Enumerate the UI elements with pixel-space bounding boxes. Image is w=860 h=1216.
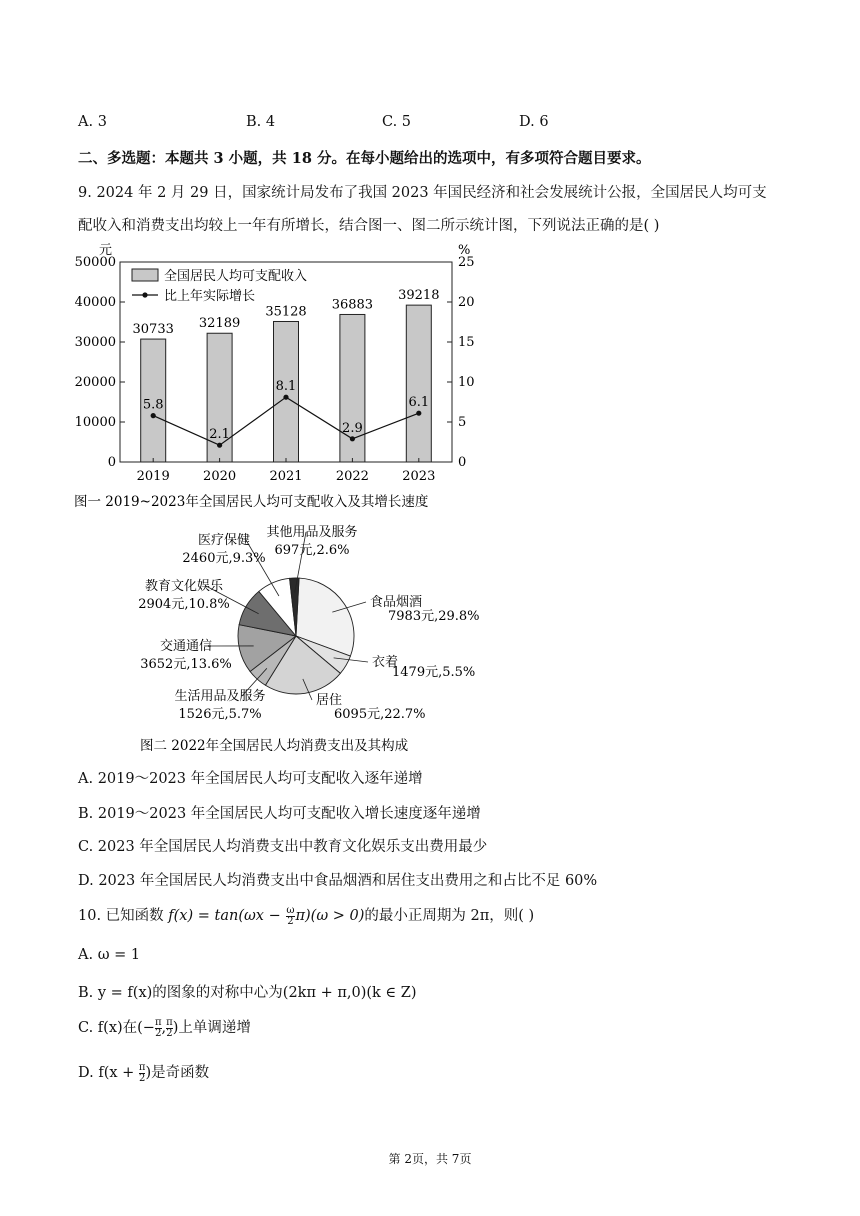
q10-stem-suffix: 的最小正周期为 2π，则( ) [364,908,535,924]
growth-value-label: 2.9 [342,420,363,436]
q10-option-c [78,1016,251,1039]
q10-d-frac-num: π [138,1061,146,1073]
figure-2-chart [130,520,480,760]
y-tick-label: 10000 [74,415,116,430]
legend-bar-swatch [132,269,158,281]
q10-c-frac-2-num: π [166,1016,173,1028]
growth-point [416,411,421,416]
pie-slice-value: 2904元,10.8% [138,597,230,612]
q10-d-suffix: )是奇函数 [145,1065,210,1081]
q10-c-frac-2 [166,1018,173,1039]
q10-option-d [78,1061,209,1084]
pie-slice-value: 1526元,5.7% [178,707,262,722]
pie-slice-name: 医疗保健 [197,533,251,548]
pie-slice-value: 7983元,29.8% [388,609,480,624]
bar [406,305,431,462]
growth-value-label: 6.1 [408,395,430,411]
growth-point [217,443,222,448]
q10-d-frac-den: 2 [139,1072,146,1084]
x-tick-label: 2023 [402,469,436,484]
q10-option-a: A. ω = 1 [78,947,141,963]
y-tick-label: 50000 [74,255,116,270]
q10-c-suffix: )上单调递增 [172,1020,251,1036]
q9-option-b: B. 2019～2023 年全国居民人均可支配收入增长速度逐年递增 [78,806,481,822]
q8-option-a: A. 3 [78,114,107,130]
q9-option-c: C. 2023 年全国居民人均消费支出中教育文化娱乐支出费用最少 [78,839,488,855]
y-right-tick-label: 5 [458,415,467,430]
pie-slice-name: 生活用品及服务 [174,689,266,704]
y-right-tick-label: 20 [458,295,475,310]
x-tick-label: 2022 [335,469,369,484]
q9-option-a: A. 2019～2023 年全国居民人均可支配收入逐年递增 [78,771,423,787]
pie-slice-value: 6095元,22.7% [334,707,426,722]
x-tick-label: 2021 [269,469,303,484]
bar-value-label: 30733 [132,322,174,338]
x-tick-label: 2020 [203,469,237,484]
figure-1-chart [70,236,490,514]
q10-c-frac-1 [155,1018,162,1039]
q10-stem-func: f(x) = tan(ωx − [168,908,286,924]
y-tick-label: 0 [107,455,116,470]
q9-stem-line1: 9. 2024 年 2 月 29 日，国家统计局发布了我国 2023 年国民经济和社会发展统计公报，全国居民人均可支 [78,185,767,201]
y-tick-label: 30000 [74,335,116,350]
q10-c-prefix: C. f(x)在(− [78,1020,155,1036]
x-tick-label: 2019 [136,469,170,484]
pie-slice-name: 教育文化娱乐 [144,579,224,594]
bar-value-label: 36883 [331,297,374,313]
legend-line-marker [142,292,147,297]
q10-option-b: B. y = f(x)的图象的对称中心为(2kπ + π,0)(k ∈ Z) [78,985,417,1001]
q10-stem-prefix: 10. 已知函数 [78,908,169,924]
growth-value-label: 8.1 [275,379,297,395]
pie-slice-name: 交通通信 [159,639,213,654]
q10-stem-fraction [286,906,294,927]
pie-slice-name: 其他用品及服务 [266,525,358,540]
q10-c-mid: , [161,1020,167,1036]
q9-option-d: D. 2023 年全国居民人均消费支出中食品烟酒和居住支出费用之和占比不足 60% [78,873,598,889]
y-axis-unit: 元 [98,243,112,258]
q10-frac-den: 2 [287,915,294,927]
y-right-tick-label: 10 [458,375,475,390]
q9-stem-line2: 配收入和消费支出均较上一年有所增长，结合图一、图二所示统计图，下列说法正确的是( ) [78,218,660,234]
pie-slice-name: 衣着 [372,655,399,670]
q10-frac-num: ω [286,904,295,916]
q8-option-d: D. 6 [519,114,549,130]
y-tick-label: 20000 [74,375,116,390]
figure-1-caption: 图一 2019~2023年全国居民人均可支配收入及其增长速度 [74,494,429,510]
bar-value-label: 35128 [265,304,307,320]
y-right-axis-unit: % [458,243,471,258]
pie-slice-value: 2460元,9.3% [182,551,266,566]
growth-point [151,413,156,418]
y-tick-label: 40000 [74,295,116,310]
growth-point [350,436,355,441]
page-footer: 第 2页，共 7页 [388,1152,472,1166]
pie-slice-value: 1479元,5.5% [392,665,476,680]
q10-c-frac-1-den: 2 [155,1027,162,1039]
pie-slice-value: 3652元,13.6% [140,657,232,672]
q10-c-frac-2-den: 2 [166,1027,173,1039]
q8-option-b: B. 4 [246,114,276,130]
q10-stem [78,904,534,927]
figure-2-caption: 图二 2022年全国居民人均消费支出及其构成 [140,738,409,754]
pie-slice-name: 居住 [316,693,343,708]
section-heading: 二、多选题：本题共 3 小题，共 18 分。在每小题给出的选项中，有多项符合题目要求。 [78,150,651,167]
q8-option-c: C. 5 [382,114,412,130]
bar-value-label: 39218 [398,288,440,304]
y-right-tick-label: 25 [458,255,475,270]
growth-value-label: 2.1 [209,427,230,443]
y-right-tick-label: 15 [458,335,475,350]
growth-point [283,395,288,400]
legend-bar-label: 全国居民人均可支配收入 [164,269,308,284]
growth-value-label: 5.8 [142,397,164,413]
y-right-tick-label: 0 [458,455,467,470]
q10-c-frac-1-num: π [154,1016,162,1028]
q10-d-prefix: D. f(x + [78,1065,139,1081]
pie-slice-name: 食品烟酒 [370,595,423,610]
pie-slice-value: 697元,2.6% [274,543,350,558]
bar-value-label: 32189 [198,316,241,332]
legend-line-label: 比上年实际增长 [164,289,256,304]
q10-stem-after: π)(ω > 0) [295,908,365,924]
